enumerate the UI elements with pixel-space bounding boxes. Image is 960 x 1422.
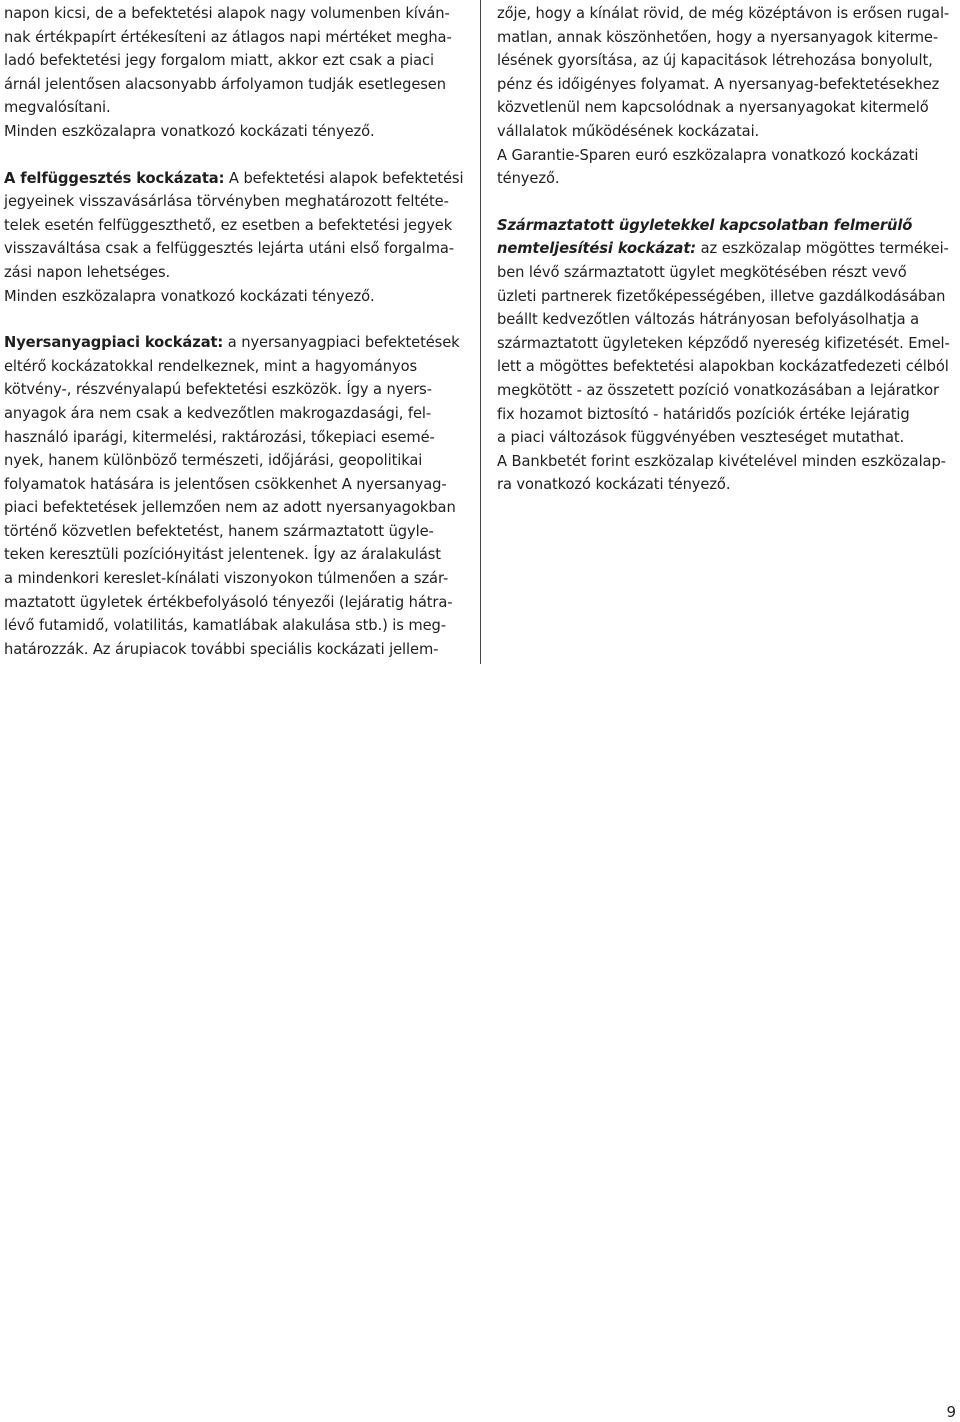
text-line: Minden eszközalapra vonatkozó kockázati tényező. xyxy=(4,287,375,305)
paragraph-derivative-default-risk xyxy=(497,214,955,497)
left-column xyxy=(4,2,464,661)
text-line: visszaváltása csak a felfüggesztés lejárta utáni első forgalma- xyxy=(4,240,455,258)
text-line: jegyeinek visszavásárlása törvényben meghatározott feltéte- xyxy=(4,193,449,211)
text-line: megvalósítani. xyxy=(4,99,111,117)
text-line xyxy=(4,331,464,355)
text-line: árnál jelentősen alacsonyabb árfolyamon tudják esetlegesen xyxy=(4,75,446,93)
section-heading: Nyersanyagpiaci kockázat: xyxy=(4,334,224,352)
paragraph-commodity-continued xyxy=(497,2,955,191)
text-line: a mindenkori kereslet-kínálati viszonyokon túlmenően a szár- xyxy=(4,570,449,588)
paragraph-liquidity-continued xyxy=(4,2,464,144)
text-line xyxy=(497,237,955,261)
paragraph-commodity-risk xyxy=(4,331,464,661)
section-heading: A felfüggesztés kockázata: xyxy=(4,169,225,187)
text-line: vállalatok működésének kockázatai. xyxy=(497,122,760,140)
text-line: ladó befektetési jegy forgalom miatt, akkor ezt csak a piaci xyxy=(4,52,434,70)
text-line: Minden eszközalapra vonatkozó kockázati tényező. xyxy=(4,122,375,140)
paragraph-suspension-risk xyxy=(4,167,464,309)
text-line: fix hozamot biztosító - határidős pozíciók értéke lejáratig xyxy=(497,405,910,423)
text-line: ra vonatkozó kockázati tényező. xyxy=(497,476,731,494)
text-line: használó iparági, kitermelési, raktározási, tőkepiaci esemé- xyxy=(4,428,435,446)
right-column xyxy=(497,2,955,497)
text-span: az eszközalap mögöttes termékei- xyxy=(696,240,949,258)
text-line: határozzák. Az árupiacok további speciális kockázati jellem- xyxy=(4,640,439,658)
text-line: ben lévő származtatott ügylet megkötésében részt vevő xyxy=(497,263,907,281)
text-line: megkötött - az összetett pozíció vonatkozásában a lejáratkor xyxy=(497,381,939,399)
text-line: matlan, annak köszönhetően, hogy a nyersanyagok kiterme- xyxy=(497,28,939,46)
section-heading: Származtatott ügyletekkel kapcsolatban felmerülő xyxy=(497,216,913,234)
text-line: piaci befektetések jellemzően nem az adott nyersanyagokban xyxy=(4,499,456,517)
text-span: A befektetési alapok befektetési xyxy=(224,169,464,187)
text-line: telek esetén felfüggeszthető, ez esetben a befektetési jegyek xyxy=(4,216,453,234)
text-line: napon kicsi, de a befektetési alapok nagy volumenben kíván- xyxy=(4,5,450,22)
text-line: lett a mögöttes befektetési alapokban kockázatfedezeti célból xyxy=(497,358,949,376)
page-number: 9 xyxy=(946,1403,956,1421)
text-line: anyagok ára nem csak a kedvezőtlen makrogazdasági, fel- xyxy=(4,404,432,422)
text-line: maztatott ügyletek értékbefolyásoló tényezői (lejáratig hátra- xyxy=(4,593,453,611)
section-heading: nemteljesítési kockázat: xyxy=(497,240,697,258)
text-span: a nyersanyagpiaci befektetések xyxy=(223,334,460,352)
column-divider xyxy=(480,0,481,664)
text-line xyxy=(4,167,464,191)
text-line: zője, hogy a kínálat rövid, de még középtávon is erősen rugal- xyxy=(497,5,950,22)
text-line: pénz és időigényes folyamat. A nyersanyag-befektetésekhez xyxy=(497,75,940,93)
text-line: történő közvetlen befektetést, hanem származtatott ügyle- xyxy=(4,522,434,540)
text-line: nak értékpapírt értékesíteni az átlagos napi mértéket megha- xyxy=(4,28,452,46)
text-line: lévő futamidő, volatilitás, kamatlábak alakulása stb.) is meg- xyxy=(4,617,446,635)
text-line: származtatott ügyleteken képződő nyereség kifizetését. Emel- xyxy=(497,334,950,352)
text-line: A Garantie-Sparen euró eszközalapra vonatkozó kockázati xyxy=(497,146,919,164)
text-line: üzleti partnerek fizetőképességében, illetve gazdálkodásában xyxy=(497,287,946,305)
text-line: közvetlenül nem kapcsolódnak a nyersanyagokat kitermelő xyxy=(497,99,929,117)
text-line: nyek, hanem különböző természeti, időjárási, geopolitikai xyxy=(4,452,423,470)
text-line: kötvény-, részvényalapú befektetési eszközök. Így a nyers- xyxy=(4,381,432,399)
text-line: A Bankbetét forint eszközalap kivételével minden eszközalap- xyxy=(497,452,946,470)
text-line: tényező. xyxy=(497,170,560,188)
text-line: lésének gyorsítása, az új kapacitások létrehozása bonyolult, xyxy=(497,52,933,70)
text-line: teken keresztüli pozícióнyitást jelentenek. Így az áralakulást xyxy=(4,546,441,564)
text-line: eltérő kockázatokkal rendelkeznek, mint a hagyományos xyxy=(4,357,418,375)
text-line: folyamatok hatására is jelentősen csökkenhet A nyersanyag- xyxy=(4,475,447,493)
text-line: a piaci változások függvényében veszteséget mutathat. xyxy=(497,429,905,447)
text-line: zási napon lehetséges. xyxy=(4,263,171,281)
text-line: beállt kedvezőtlen változás hátrányosan befolyásolhatja a xyxy=(497,311,919,329)
